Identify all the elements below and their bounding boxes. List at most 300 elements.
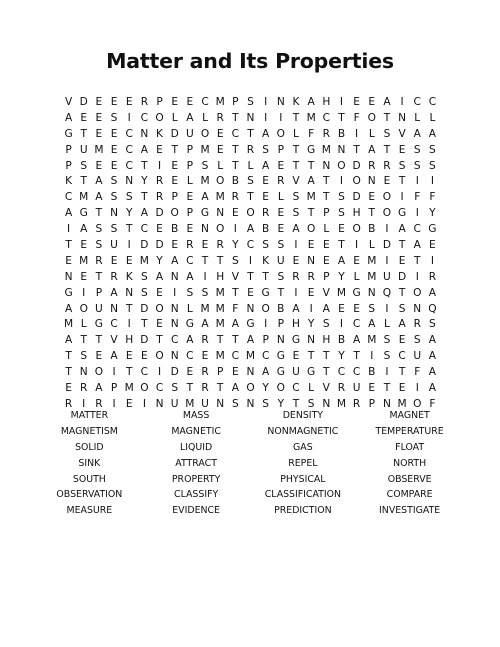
grid-letter: Y xyxy=(262,382,269,395)
grid-letter: N xyxy=(398,111,407,124)
grid-letter: O xyxy=(79,302,88,315)
grid-letter: R xyxy=(216,239,224,252)
grid-letter: B xyxy=(368,223,376,236)
grid-letter: E xyxy=(171,96,179,108)
grid-letter: E xyxy=(171,175,179,188)
grid-letter: H xyxy=(322,96,331,108)
grid-letter: A xyxy=(352,334,361,347)
grid-letter: S xyxy=(201,286,209,299)
grid-letter: T xyxy=(383,382,391,395)
grid-letter: I xyxy=(294,286,298,299)
grid-letter: B xyxy=(368,366,376,379)
grid-letter: P xyxy=(156,96,163,108)
grid-letter: U xyxy=(292,366,300,379)
grid-letter: T xyxy=(80,127,87,140)
grid-letter: N xyxy=(110,207,119,220)
grid-letter: E xyxy=(110,143,118,156)
grid-letter: U xyxy=(383,270,391,283)
grid-letter: S xyxy=(322,318,330,331)
grid-letter: A xyxy=(246,223,255,236)
grid-letter: C xyxy=(352,318,361,331)
grid-letter: V xyxy=(292,175,300,188)
grid-letter: A xyxy=(171,254,179,267)
grid-letter: K xyxy=(262,254,270,267)
grid-letter: L xyxy=(429,111,436,124)
grid-letter: O xyxy=(367,111,376,124)
word-list-item: CLASSIFY xyxy=(174,489,219,501)
grid-letter: M xyxy=(185,397,195,410)
grid-letter: I xyxy=(264,96,268,108)
grid-letter: T xyxy=(232,286,239,299)
word-list-item: EVIDENCE xyxy=(172,505,220,517)
grid-letter: S xyxy=(413,159,421,172)
grid-letter: A xyxy=(428,127,437,140)
grid-letter: P xyxy=(65,143,72,156)
grid-letter: K xyxy=(156,127,163,140)
grid-letter: S xyxy=(231,254,239,267)
grid-letter: O xyxy=(276,382,285,395)
grid-letter: E xyxy=(141,350,148,363)
grid-letter: S xyxy=(429,318,436,331)
grid-letter: F xyxy=(429,397,436,410)
grid-letter: U xyxy=(352,382,361,395)
grid-letter: C xyxy=(125,143,133,156)
grid-letter: T xyxy=(125,366,133,379)
grid-letter: T xyxy=(368,207,376,220)
grid-letter: O xyxy=(352,223,361,236)
grid-letter: S xyxy=(231,397,239,410)
grid-letter: T xyxy=(353,143,360,156)
grid-letter: D xyxy=(79,96,88,108)
grid-letter: M xyxy=(215,302,225,315)
grid-letter: S xyxy=(292,191,300,204)
grid-letter: S xyxy=(429,143,436,156)
grid-letter: S xyxy=(383,334,391,347)
grid-letter: A xyxy=(155,270,164,283)
grid-letter: S xyxy=(80,350,88,363)
grid-letter: C xyxy=(261,350,270,363)
grid-letter: H xyxy=(291,318,300,331)
grid-letter: F xyxy=(308,127,315,140)
grid-letter: I xyxy=(385,302,389,315)
grid-letter: R xyxy=(292,270,300,283)
grid-letter: A xyxy=(110,286,118,299)
grid-letter: M xyxy=(200,175,210,188)
grid-letter: A xyxy=(398,223,406,236)
grid-letter: O xyxy=(94,366,104,379)
grid-letter: E xyxy=(95,127,103,140)
grid-letter: A xyxy=(64,207,73,220)
grid-letter: A xyxy=(246,334,255,347)
grid-letter: N xyxy=(246,366,255,379)
grid-letter: K xyxy=(292,96,300,108)
grid-letter: T xyxy=(95,270,103,283)
grid-letter: N xyxy=(367,286,376,299)
grid-letter: A xyxy=(186,334,194,347)
grid-letter: L xyxy=(383,318,390,331)
grid-letter: H xyxy=(322,334,331,347)
grid-letter: I xyxy=(112,366,116,379)
grid-letter: T xyxy=(292,159,300,172)
grid-letter: T xyxy=(216,334,224,347)
grid-letter: A xyxy=(368,318,376,331)
grid-letter: M xyxy=(200,143,210,156)
grid-letter: I xyxy=(370,350,374,363)
grid-letter: R xyxy=(428,270,437,283)
word-list-item: PROPERTY xyxy=(171,473,221,485)
grid-letter: T xyxy=(171,143,178,156)
grid-letter: G xyxy=(307,366,316,379)
grid-letter: S xyxy=(125,191,133,204)
grid-letter: V xyxy=(322,286,330,299)
grid-letter: D xyxy=(140,302,149,315)
grid-letter: A xyxy=(413,239,421,252)
grid-letter: U xyxy=(170,397,179,410)
grid-letter: N xyxy=(201,223,209,236)
grid-letter: E xyxy=(201,350,209,363)
grid-letter: N xyxy=(170,350,179,363)
grid-letter: G xyxy=(352,286,361,299)
grid-letter: A xyxy=(95,175,103,188)
grid-letter: N xyxy=(170,318,179,331)
grid-letter: N xyxy=(170,270,179,283)
grid-letter: N xyxy=(216,397,225,410)
grid-letter: H xyxy=(125,334,134,347)
grid-letter: T xyxy=(323,191,330,204)
grid-letter: V xyxy=(398,127,406,140)
grid-letter: I xyxy=(415,270,419,283)
grid-letter: C xyxy=(125,127,133,140)
grid-letter: P xyxy=(262,334,269,347)
grid-letter: E xyxy=(307,239,315,252)
grid-letter: N xyxy=(413,302,422,315)
grid-letter: S xyxy=(95,239,103,252)
grid-letter: G xyxy=(64,127,73,140)
grid-letter: F xyxy=(353,111,360,124)
grid-letter: T xyxy=(141,318,148,331)
grid-letter: S xyxy=(262,239,270,252)
grid-letter: E xyxy=(277,159,285,172)
grid-letter: M xyxy=(215,350,225,363)
grid-letter: E xyxy=(216,143,224,156)
grid-letter: A xyxy=(262,127,270,140)
grid-letter: R xyxy=(277,175,285,188)
grid-letter: M xyxy=(79,191,89,204)
grid-letter: M xyxy=(336,286,347,299)
grid-letter: S xyxy=(141,286,148,299)
grid-letter: P xyxy=(186,143,194,156)
grid-letter: E xyxy=(186,96,194,108)
grid-letter: U xyxy=(413,350,422,363)
grid-letter: T xyxy=(232,159,239,172)
grid-letter: B xyxy=(171,223,179,236)
grid-letter: C xyxy=(155,382,164,395)
grid-letter: I xyxy=(309,302,313,315)
grid-letter: I xyxy=(415,207,419,220)
grid-letter: D xyxy=(140,334,149,347)
grid-letter: E xyxy=(125,350,133,363)
grid-letter: T xyxy=(323,175,330,188)
grid-letter: P xyxy=(232,96,239,108)
grid-letter: E xyxy=(338,302,345,315)
grid-letter: E xyxy=(353,254,360,267)
grid-letter: K xyxy=(65,175,73,188)
grid-letter: P xyxy=(186,159,194,172)
grid-letter: L xyxy=(80,318,87,331)
grid-letter: L xyxy=(368,127,375,140)
grid-letter: D xyxy=(155,239,164,252)
grid-letter: G xyxy=(291,334,301,347)
grid-letter: S xyxy=(277,239,285,252)
grid-letter: N xyxy=(125,175,134,188)
grid-letter: R xyxy=(155,175,164,188)
grid-letter: N xyxy=(307,254,316,267)
grid-letter: E xyxy=(398,254,406,267)
grid-letter: T xyxy=(307,207,315,220)
grid-letter: G xyxy=(428,223,437,236)
grid-letter: S xyxy=(141,270,148,283)
grid-letter: S xyxy=(292,207,300,220)
grid-letter: L xyxy=(277,191,284,204)
grid-letter: R xyxy=(337,382,346,395)
grid-letter: E xyxy=(322,239,330,252)
grid-letter: G xyxy=(200,207,210,220)
grid-letter: E xyxy=(110,127,118,140)
grid-letter: E xyxy=(277,207,285,220)
grid-letter: T xyxy=(65,239,72,252)
grid-letter: M xyxy=(367,270,377,283)
grid-letter: A xyxy=(64,111,73,124)
grid-letter: M xyxy=(200,302,210,315)
grid-letter: C xyxy=(186,350,194,363)
grid-letter: V xyxy=(231,270,239,283)
grid-letter: Y xyxy=(338,270,345,283)
grid-letter: N xyxy=(337,143,346,156)
grid-letter: E xyxy=(383,175,391,188)
grid-letter: G xyxy=(94,318,103,331)
grid-letter: C xyxy=(413,96,421,108)
grid-letter: I xyxy=(385,254,389,267)
grid-letter: P xyxy=(277,318,284,331)
word-list-item: PHYSICAL xyxy=(280,473,326,485)
grid-letter: S xyxy=(413,334,421,347)
grid-letter: O xyxy=(246,382,255,395)
grid-letter: M xyxy=(215,191,225,204)
grid-letter: N xyxy=(125,286,134,299)
grid-letter: P xyxy=(277,143,284,156)
grid-letter: T xyxy=(277,286,285,299)
grid-letter: L xyxy=(247,159,254,172)
grid-letter: N xyxy=(307,334,316,347)
grid-letter: A xyxy=(428,350,437,363)
word-list-item: MAGNET xyxy=(389,410,430,421)
grid-letter: N xyxy=(140,127,149,140)
grid-letter: T xyxy=(186,382,194,395)
grid-letter: U xyxy=(276,254,285,267)
grid-letter: I xyxy=(279,111,283,124)
grid-letter: C xyxy=(413,223,421,236)
grid-letter: N xyxy=(155,397,164,410)
grid-letter: E xyxy=(262,191,269,204)
grid-letter: E xyxy=(277,223,285,236)
grid-letter: E xyxy=(125,254,133,267)
grid-letter: A xyxy=(201,318,209,331)
grid-letter: V xyxy=(64,96,73,108)
grid-letter: M xyxy=(367,254,377,267)
grid-letter: S xyxy=(277,270,285,283)
grid-letter: C xyxy=(140,366,149,379)
grid-letter: T xyxy=(80,175,87,188)
grid-letter: E xyxy=(156,318,163,331)
grid-letter: M xyxy=(215,96,225,108)
grid-letter: E xyxy=(292,254,300,267)
grid-letter: O xyxy=(216,175,225,188)
grid-letter: P xyxy=(216,366,224,379)
grid-letter: S xyxy=(338,207,345,220)
word-list-item: SOLID xyxy=(75,441,104,453)
grid-letter: S xyxy=(262,143,270,156)
grid-letter: I xyxy=(112,397,116,410)
grid-letter: C xyxy=(337,366,346,379)
grid-letter: L xyxy=(202,111,208,124)
page-title: Matter and Its Properties xyxy=(106,49,394,73)
grid-letter: T xyxy=(156,334,163,347)
grid-letter: R xyxy=(261,207,270,220)
grid-letter: S xyxy=(262,397,270,410)
grid-letter: C xyxy=(186,254,194,267)
grid-letter: P xyxy=(368,397,375,410)
grid-letter: R xyxy=(64,397,73,410)
grid-letter: A xyxy=(292,302,300,315)
grid-letter: E xyxy=(65,254,72,267)
grid-letter: O xyxy=(382,207,392,220)
grid-letter: R xyxy=(246,143,255,156)
grid-letter: D xyxy=(155,207,164,220)
grid-letter: A xyxy=(322,302,330,315)
word-list-item: SOUTH xyxy=(72,473,106,485)
grid-letter: T xyxy=(292,143,300,156)
grid-letter: D xyxy=(398,270,407,283)
grid-letter: F xyxy=(414,191,421,204)
grid-letter: I xyxy=(385,223,389,236)
grid-letter: A xyxy=(428,286,437,299)
grid-letter: I xyxy=(127,239,131,252)
word-list-item: OBSERVE xyxy=(387,473,432,485)
grid-letter: T xyxy=(323,366,330,379)
grid-letter: O xyxy=(216,223,225,236)
grid-letter: U xyxy=(95,302,103,315)
grid-letter: E xyxy=(171,239,179,252)
grid-letter: T xyxy=(125,223,133,236)
word-list-item: FLOAT xyxy=(395,441,425,453)
grid-letter: I xyxy=(127,318,131,331)
word-list-item: MAGNETISM xyxy=(60,425,118,437)
grid-letter: E xyxy=(65,382,72,395)
grid-letter: A xyxy=(337,254,346,267)
grid-letter: O xyxy=(337,159,346,172)
grid-letter: I xyxy=(400,96,404,108)
word-list-item: NONMAGNETIC xyxy=(267,425,339,437)
grid-letter: E xyxy=(186,366,194,379)
grid-letter: L xyxy=(293,127,299,140)
grid-letter: O xyxy=(352,175,361,188)
grid-letter: O xyxy=(140,382,149,395)
grid-letter: S xyxy=(186,286,194,299)
word-list-item: ATTRACT xyxy=(175,457,217,469)
grid-letter: A xyxy=(307,96,315,108)
grid-letter: S xyxy=(110,111,118,124)
grid-letter: P xyxy=(65,159,72,172)
grid-letter: M xyxy=(397,397,407,410)
grid-letter: E xyxy=(110,96,118,108)
grid-letter: C xyxy=(246,239,255,252)
grid-letter: N xyxy=(246,397,255,410)
grid-letter: C xyxy=(201,96,209,108)
grid-letter: Y xyxy=(156,254,163,267)
grid-letter: A xyxy=(186,111,194,124)
grid-letter: O xyxy=(261,302,270,315)
grid-letter: T xyxy=(247,127,254,140)
grid-letter: N xyxy=(110,302,119,315)
grid-letter: R xyxy=(201,334,209,347)
grid-letter: E xyxy=(231,366,239,379)
grid-letter: I xyxy=(415,382,419,395)
word-list-item: MATTER xyxy=(70,410,109,421)
grid-letter: I xyxy=(339,96,344,108)
grid-letter: O xyxy=(306,223,316,236)
grid-letter: T xyxy=(398,239,406,252)
grid-letter: U xyxy=(185,127,194,140)
grid-letter: E xyxy=(398,382,406,395)
grid-letter: I xyxy=(355,127,359,140)
grid-letter: S xyxy=(95,223,103,236)
grid-letter: T xyxy=(292,397,300,410)
grid-letter: P xyxy=(186,207,194,220)
grid-letter: T xyxy=(141,159,148,172)
grid-letter: T xyxy=(125,302,133,315)
grid-letter: T xyxy=(65,366,72,379)
word-list-item: CLASSIFICATION xyxy=(264,489,342,501)
grid-letter: R xyxy=(322,127,330,140)
grid-letter: I xyxy=(430,254,434,267)
grid-letter: T xyxy=(95,207,103,220)
grid-letter: O xyxy=(382,191,392,204)
grid-letter: T xyxy=(338,111,345,124)
grid-letter: I xyxy=(157,159,162,172)
grid-letter: L xyxy=(353,270,360,283)
grid-letter: E xyxy=(80,111,88,124)
grid-letter: C xyxy=(292,382,300,395)
grid-letter: A xyxy=(413,127,421,140)
grid-letter: T xyxy=(232,143,239,156)
word-list-item: REPEL xyxy=(288,457,318,469)
grid-letter: B xyxy=(337,334,346,347)
grid-letter: L xyxy=(308,382,315,395)
grid-letter: E xyxy=(262,175,269,188)
grid-letter: C xyxy=(231,350,240,363)
grid-letter: E xyxy=(231,207,239,220)
grid-letter: A xyxy=(368,143,376,156)
grid-letter: E xyxy=(398,334,406,347)
grid-letter: R xyxy=(95,254,103,267)
grid-letter: N xyxy=(382,397,391,410)
grid-letter: C xyxy=(110,318,118,331)
grid-letter: S xyxy=(110,223,118,236)
grid-letter: S xyxy=(338,191,345,204)
grid-letter: A xyxy=(383,96,391,108)
grid-letter: E xyxy=(156,286,163,299)
grid-letter: M xyxy=(245,350,256,363)
